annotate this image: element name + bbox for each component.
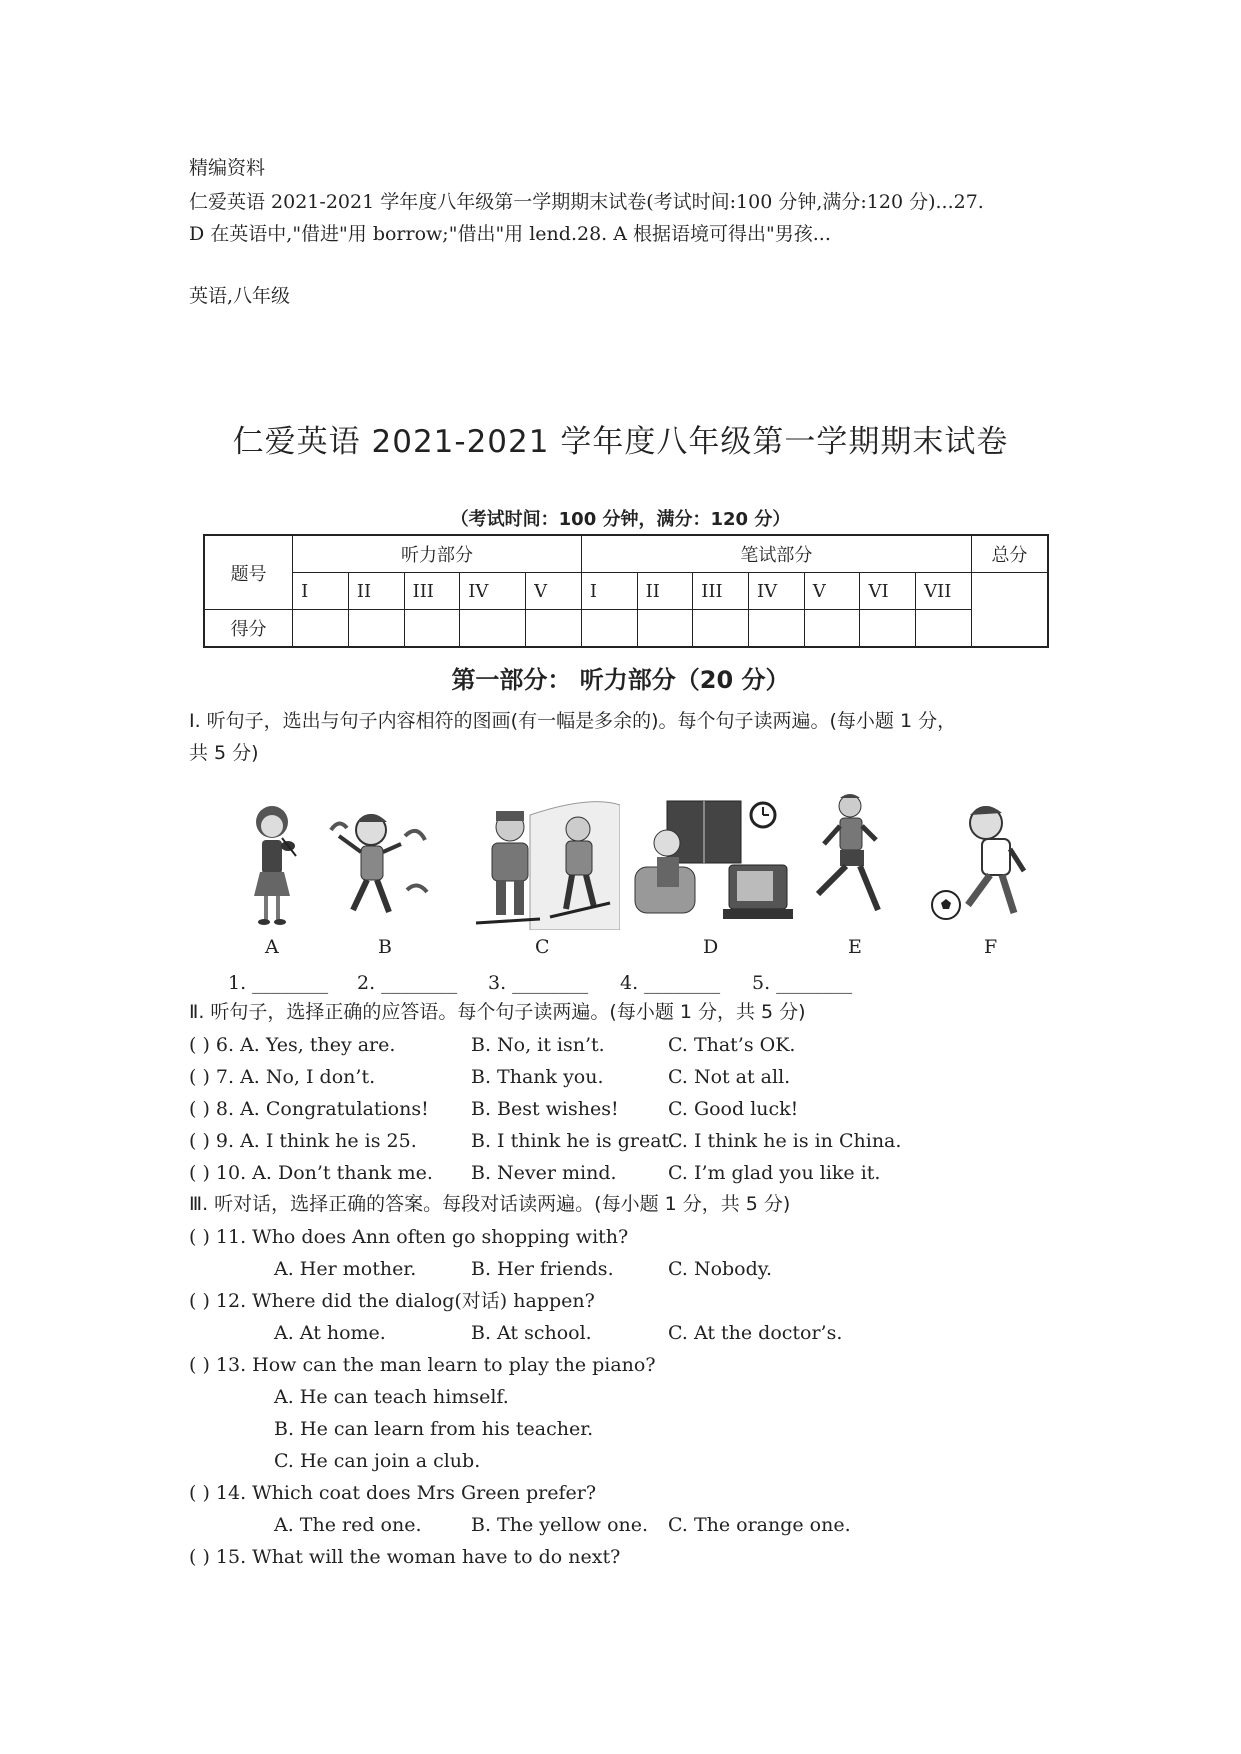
score-input-cell[interactable] <box>348 610 404 648</box>
option-c[interactable]: C. He can join a club. <box>274 1450 481 1472</box>
writing-header: 笔试部分 <box>581 535 971 573</box>
score-input-cell[interactable] <box>637 610 693 648</box>
writing-col: V <box>804 573 860 610</box>
option-c[interactable]: C. Good luck! <box>668 1098 799 1120</box>
option-c[interactable]: C. I think he is in China. <box>668 1130 902 1152</box>
score-input-cell[interactable] <box>293 610 349 648</box>
listening-col: V <box>526 573 582 610</box>
question-6[interactable]: ( ) 6. A. Yes, they are. <box>189 1034 396 1056</box>
listening-col: I <box>293 573 349 610</box>
option-b[interactable]: B. Never mind. <box>471 1162 617 1184</box>
tihao-cell: 题号 <box>204 535 293 610</box>
writing-col: II <box>637 573 693 610</box>
question-15[interactable]: ( ) 15. What will the woman have to do next? <box>189 1546 621 1568</box>
picture-a-violin-girl <box>246 800 298 928</box>
total-header: 总分 <box>971 535 1048 573</box>
header-tags: 英语,八年级 <box>189 285 291 307</box>
option-b[interactable]: B. I think he is great. <box>471 1130 676 1152</box>
option-b[interactable]: B. At school. <box>471 1322 592 1344</box>
listening-col: IV <box>460 573 526 610</box>
header-line-3: D 在英语中,"借进"用 borrow;"借出"用 lend.28. A 根据语境可得出"男孩... <box>189 223 831 245</box>
score-input-cell[interactable] <box>526 610 582 648</box>
score-input-cell[interactable] <box>916 610 972 648</box>
option-a[interactable]: A. Her mother. <box>274 1258 417 1280</box>
picture-e-running <box>808 790 888 922</box>
picture-d-watching-tv <box>633 795 799 925</box>
answer-blank-2[interactable]: 2. ________ <box>357 972 458 994</box>
option-b[interactable]: B. Thank you. <box>471 1066 604 1088</box>
score-input-cell[interactable] <box>804 610 860 648</box>
exam-title: 仁爱英语 2021-2021 学年度八年级第一学期期末试卷 <box>232 424 1009 460</box>
picture-label: A <box>265 936 279 958</box>
option-b[interactable]: B. Her friends. <box>471 1258 614 1280</box>
score-input-cell[interactable] <box>693 610 749 648</box>
score-input-cell[interactable] <box>581 610 637 648</box>
writing-col: III <box>693 573 749 610</box>
score-input-cell[interactable] <box>749 610 805 648</box>
question-9[interactable]: ( ) 9. A. I think he is 25. <box>189 1130 417 1152</box>
question-12[interactable]: ( ) 12. Where did the dialog(对话) happen? <box>189 1290 595 1312</box>
picture-b-banana-boy <box>325 800 435 928</box>
picture-label: B <box>378 936 392 958</box>
option-c[interactable]: C. Not at all. <box>668 1066 791 1088</box>
option-a[interactable]: A. At home. <box>274 1322 386 1344</box>
defen-cell: 得分 <box>204 610 293 648</box>
option-c[interactable]: C. Nobody. <box>668 1258 773 1280</box>
section3-heading: Ⅲ. 听对话，选择正确的答案。每段对话读两遍。(每小题 1 分，共 5 分) <box>189 1193 791 1215</box>
answer-blank-5[interactable]: 5. ________ <box>752 972 853 994</box>
answer-blank-1[interactable]: 1. ________ <box>228 972 329 994</box>
option-c[interactable]: C. That’s OK. <box>668 1034 796 1056</box>
picture-c-skiing <box>470 795 620 930</box>
score-input-cell[interactable] <box>404 610 460 648</box>
picture-f-soccer <box>928 795 1038 925</box>
header-line-1: 精编资料 <box>189 157 266 179</box>
part1-title: 第一部分： 听力部分（20 分） <box>451 666 790 694</box>
writing-col: I <box>581 573 637 610</box>
score-input-cell[interactable] <box>460 610 526 648</box>
option-c[interactable]: C. The orange one. <box>668 1514 851 1536</box>
question-14[interactable]: ( ) 14. Which coat does Mrs Green prefer? <box>189 1482 597 1504</box>
section1-line1: Ⅰ. 听句子，选出与句子内容相符的图画(有一幅是多余的)。每个句子读两遍。(每小题 1 分， <box>189 710 957 732</box>
option-b[interactable]: B. The yellow one. <box>471 1514 649 1536</box>
answer-blank-4[interactable]: 4. ________ <box>620 972 721 994</box>
exam-subtitle: （考试时间：100 分钟，满分：120 分） <box>450 509 791 530</box>
picture-label: C <box>535 936 550 958</box>
listening-col: III <box>404 573 460 610</box>
writing-col: IV <box>749 573 805 610</box>
writing-col: VII <box>916 573 972 610</box>
section2-heading: Ⅱ. 听句子，选择正确的应答语。每个句子读两遍。(每小题 1 分，共 5 分) <box>189 1001 806 1023</box>
option-a[interactable]: A. The red one. <box>274 1514 422 1536</box>
listening-header: 听力部分 <box>293 535 582 573</box>
option-b[interactable]: B. No, it isn’t. <box>471 1034 605 1056</box>
question-10[interactable]: ( ) 10. A. Don’t thank me. <box>189 1162 433 1184</box>
question-7[interactable]: ( ) 7. A. No, I don’t. <box>189 1066 376 1088</box>
header-line-2: 仁爱英语 2021-2021 学年度八年级第一学期期末试卷(考试时间:100 分钟,满分:120 分)...27. <box>189 191 984 213</box>
answer-blank-3[interactable]: 3. ________ <box>488 972 589 994</box>
option-c[interactable]: C. At the doctor’s. <box>668 1322 843 1344</box>
picture-label: F <box>984 936 998 958</box>
score-input-cell[interactable] <box>860 610 916 648</box>
option-b[interactable]: B. Best wishes! <box>471 1098 619 1120</box>
writing-col: VI <box>860 573 916 610</box>
question-13[interactable]: ( ) 13. How can the man learn to play the piano? <box>189 1354 656 1376</box>
score-table <box>203 534 1049 648</box>
option-b[interactable]: B. He can learn from his teacher. <box>274 1418 594 1440</box>
picture-label: D <box>703 936 719 958</box>
picture-label: E <box>848 936 862 958</box>
section1-line2: 共 5 分) <box>189 742 259 764</box>
option-c[interactable]: C. I’m glad you like it. <box>668 1162 881 1184</box>
question-8[interactable]: ( ) 8. A. Congratulations! <box>189 1098 429 1120</box>
question-11[interactable]: ( ) 11. Who does Ann often go shopping with? <box>189 1226 629 1248</box>
listening-col: II <box>348 573 404 610</box>
total-score-cell[interactable] <box>971 573 1048 648</box>
option-a[interactable]: A. He can teach himself. <box>274 1386 509 1408</box>
